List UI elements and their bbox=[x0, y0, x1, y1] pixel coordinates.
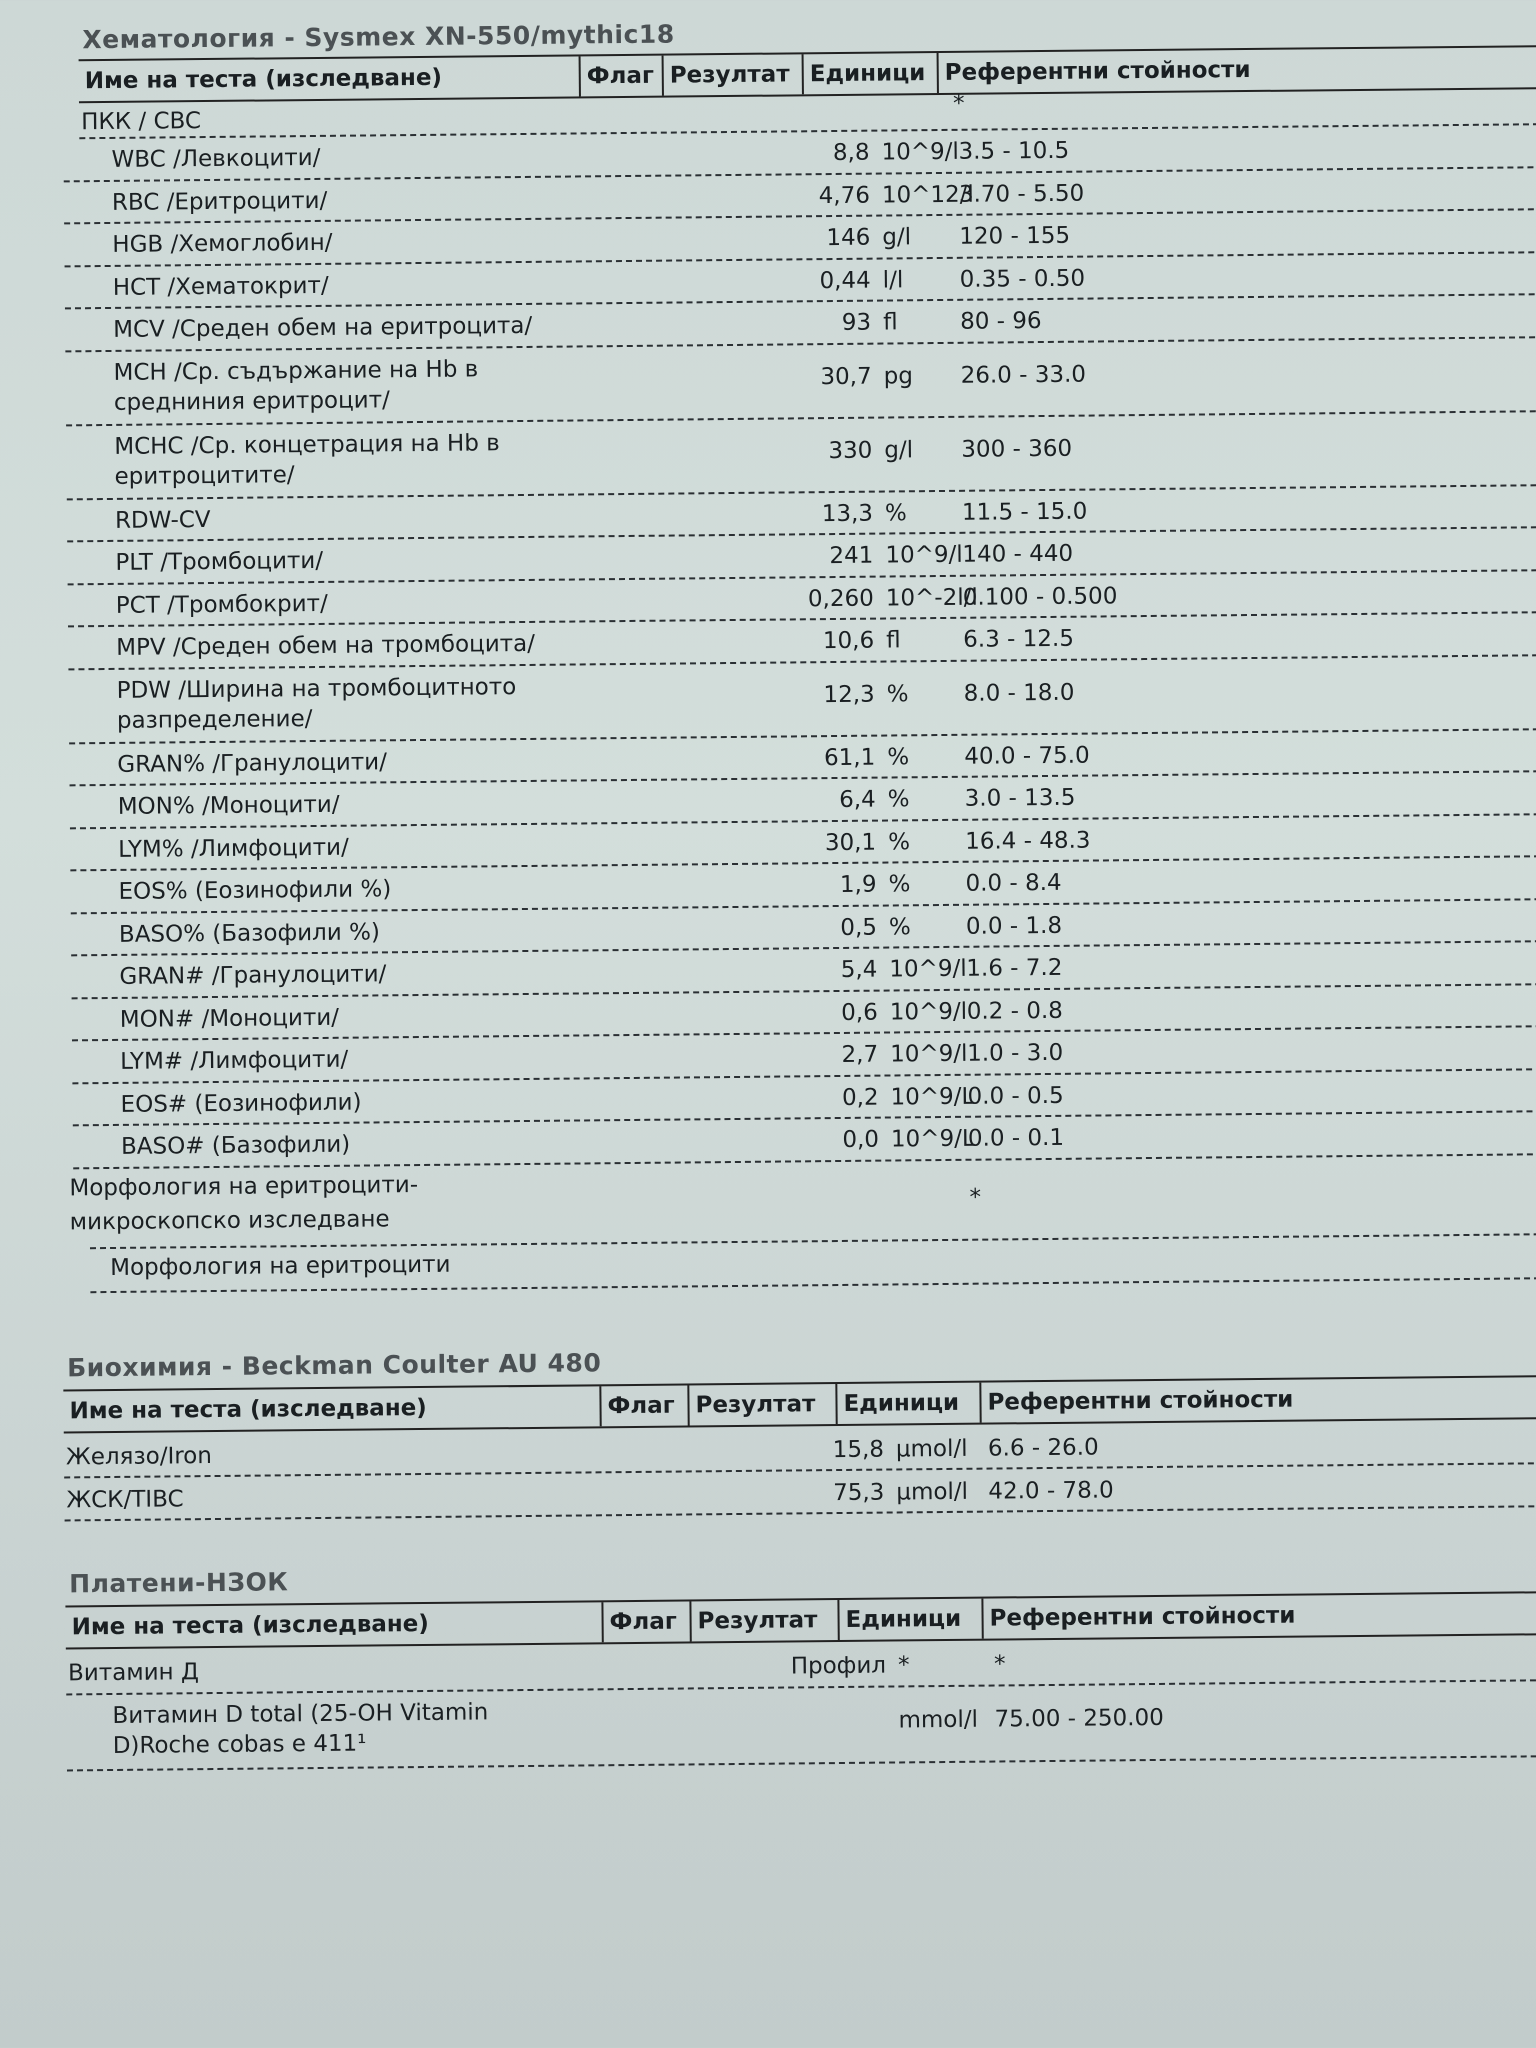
test-reference: 0.35 - 0.50 bbox=[959, 265, 1086, 293]
test-reference: 42.0 - 78.0 bbox=[988, 1477, 1114, 1505]
group-label: ПКК / CBC bbox=[81, 108, 202, 136]
test-reference: * bbox=[993, 1651, 1006, 1678]
test-name: EOS% (Еозинофили %) bbox=[118, 876, 392, 905]
test-unit: 10^9/l bbox=[889, 998, 968, 1026]
test-result: 0,0 bbox=[842, 1126, 880, 1153]
test-reference: 1.0 - 3.0 bbox=[967, 1039, 1064, 1067]
test-unit: fl bbox=[883, 309, 898, 336]
group-ref: * bbox=[952, 90, 965, 117]
header-flag: Флаг bbox=[581, 56, 664, 97]
test-result: 30,1 bbox=[824, 829, 877, 856]
test-result: 330 bbox=[828, 437, 873, 464]
test-result: 5,4 bbox=[840, 956, 878, 983]
test-name: MPV /Среден обем на тромбоцита/ bbox=[116, 630, 536, 661]
test-name: BASO# (Базофили) bbox=[120, 1131, 351, 1160]
test-unit: g/l bbox=[884, 436, 914, 464]
test-name-line2: разпределение/ bbox=[116, 705, 313, 734]
test-result: 0,44 bbox=[819, 267, 871, 294]
test-result: 0,6 bbox=[841, 999, 878, 1026]
test-name: LYM% /Лимфоцити/ bbox=[118, 834, 349, 863]
test-name: BASO% (Базофили %) bbox=[118, 918, 381, 948]
test-reference: 3.0 - 13.5 bbox=[964, 784, 1076, 812]
test-unit: * bbox=[897, 1652, 910, 1679]
test-unit: 10^12/l bbox=[881, 181, 974, 209]
morphology-group-label-line2: микроскопско изследване bbox=[69, 1205, 390, 1235]
test-name: PCT /Тромбокрит/ bbox=[115, 590, 328, 619]
test-unit: 10^9/l bbox=[890, 1040, 968, 1068]
test-name: PDW /Ширина на тромбоцитното bbox=[116, 673, 517, 704]
header-units: Единици bbox=[839, 1599, 983, 1640]
test-result: 12,3 bbox=[823, 681, 875, 708]
test-result: 93 bbox=[841, 309, 872, 336]
test-reference: 140 - 440 bbox=[962, 540, 1074, 568]
test-reference: 0.0 - 0.1 bbox=[967, 1124, 1065, 1152]
header-units: Единици bbox=[804, 53, 939, 94]
test-name: GRAN% /Гранулоцити/ bbox=[117, 748, 388, 778]
table-row bbox=[65, 337, 1536, 426]
test-reference: 3.70 - 5.50 bbox=[958, 180, 1085, 208]
test-unit: mmol/l bbox=[898, 1706, 979, 1734]
header-test-name: Име на теста (изследване) bbox=[63, 1386, 601, 1431]
test-name: MON% /Моноцити/ bbox=[117, 791, 340, 820]
test-name: Витамин D total (25-OH Vitamin bbox=[112, 1699, 489, 1729]
test-name: ЖСК/TIBC bbox=[66, 1486, 184, 1514]
test-unit: g/l bbox=[882, 224, 912, 251]
test-unit: 10^9/l bbox=[881, 138, 959, 166]
morphology-item-label: Морфология на еритроцити bbox=[110, 1251, 451, 1281]
test-unit: % bbox=[887, 786, 910, 813]
test-unit: 10^9/L bbox=[890, 1083, 975, 1111]
test-unit: % bbox=[888, 871, 911, 898]
test-result: 0,2 bbox=[841, 1084, 879, 1111]
test-unit: % bbox=[887, 828, 911, 856]
test-name-line2: D)Roche cobas e 411¹ bbox=[112, 1730, 367, 1759]
header-reference: Референтни стойности bbox=[944, 56, 1251, 86]
test-reference: 40.0 - 75.0 bbox=[964, 742, 1090, 770]
test-name: Желязо/Iron bbox=[65, 1443, 213, 1471]
test-reference: 6.6 - 26.0 bbox=[987, 1434, 1099, 1462]
test-name: HCT /Хематокрит/ bbox=[112, 272, 329, 301]
test-name-line2: средниния еритроцит/ bbox=[113, 386, 390, 416]
test-result: 241 bbox=[829, 542, 874, 570]
test-name: RBC /Еритроцити/ bbox=[111, 187, 328, 216]
hematology-section-title: Хематология - Sysmex XN-550/mythic18 bbox=[82, 19, 675, 55]
test-name: MON# /Моноцити/ bbox=[119, 1004, 340, 1033]
test-result: 1,9 bbox=[839, 871, 877, 898]
test-result: 2,7 bbox=[841, 1041, 879, 1068]
morphology-group-label: Морфология на еритроцити- bbox=[69, 1171, 419, 1201]
table-row bbox=[66, 1680, 1536, 1771]
test-result: 13,3 bbox=[821, 500, 874, 527]
test-unit: µmol/l bbox=[896, 1478, 969, 1506]
test-result: Профил bbox=[790, 1652, 887, 1680]
header-reference: Референтни стойности bbox=[989, 1602, 1296, 1632]
test-unit: pg bbox=[883, 362, 913, 390]
test-reference: 11.5 - 15.0 bbox=[961, 498, 1088, 526]
test-name: GRAN# /Гранулоцити/ bbox=[119, 961, 387, 990]
table-row bbox=[68, 655, 1536, 744]
test-unit: 10^9/L bbox=[890, 1125, 975, 1153]
test-reference: 16.4 - 48.3 bbox=[964, 827, 1091, 855]
header-result: Резултат bbox=[691, 1600, 839, 1641]
test-result: 75,3 bbox=[833, 1479, 885, 1507]
test-result: 6,4 bbox=[839, 786, 876, 813]
test-unit: % bbox=[884, 499, 907, 527]
test-result: 146 bbox=[826, 224, 871, 252]
header-result: Резултат bbox=[664, 54, 804, 95]
test-result: 4,76 bbox=[818, 182, 871, 209]
test-unit: 10^9/l bbox=[885, 541, 963, 569]
test-unit: 10^-2l/l bbox=[885, 584, 978, 612]
biochem-section-title: Биохимия - Beckman Coulter AU 480 bbox=[66, 1348, 602, 1383]
test-reference: 8.0 - 18.0 bbox=[963, 679, 1075, 707]
header-reference: Референтни стойности bbox=[987, 1386, 1294, 1416]
test-reference: 0.0 - 1.8 bbox=[965, 912, 1063, 940]
test-reference: 3.5 - 10.5 bbox=[958, 137, 1070, 165]
test-reference: 0.0 - 8.4 bbox=[965, 869, 1062, 897]
test-name: PLT /Тромбоцити/ bbox=[115, 547, 324, 576]
test-unit: 10^9/l bbox=[889, 955, 967, 983]
morphology-ref: * bbox=[969, 1184, 982, 1211]
header-flag: Флаг bbox=[603, 1601, 691, 1642]
test-name: HGB /Хемоглобин/ bbox=[112, 229, 333, 258]
test-result: 30,7 bbox=[820, 363, 872, 390]
test-name: LYM# /Лимфоцити/ bbox=[120, 1046, 349, 1075]
header-flag: Флаг bbox=[601, 1385, 689, 1426]
test-unit: % bbox=[886, 680, 909, 708]
test-result: 0,5 bbox=[840, 914, 878, 941]
test-result bbox=[716, 1708, 886, 1710]
test-result: 10,6 bbox=[822, 627, 875, 655]
header-test-name: Име на теста (изследване) bbox=[65, 1602, 603, 1647]
test-name: MCV /Среден обем на еритроцита/ bbox=[113, 312, 533, 343]
test-result: 15,8 bbox=[832, 1436, 885, 1464]
test-unit: l/l bbox=[882, 266, 904, 294]
test-reference: 26.0 - 33.0 bbox=[960, 361, 1087, 389]
test-name: Витамин Д bbox=[67, 1659, 200, 1687]
table-row bbox=[66, 411, 1536, 500]
test-name: MCHC /Ср. концетрация на Hb в bbox=[114, 429, 500, 460]
header-result: Резултат bbox=[689, 1384, 837, 1425]
test-name: WBC /Левкоцити/ bbox=[111, 144, 321, 173]
test-reference: 75.00 - 250.00 bbox=[994, 1704, 1164, 1733]
test-unit: % bbox=[887, 743, 910, 771]
test-result: 0,260 bbox=[807, 585, 874, 612]
test-reference: 0.2 - 0.8 bbox=[966, 997, 1063, 1025]
test-name: MCH /Ср. съдържание на Hb в bbox=[113, 355, 479, 386]
test-reference: 300 - 360 bbox=[961, 435, 1073, 463]
test-reference: 120 - 155 bbox=[959, 222, 1071, 250]
test-reference: 0.100 - 0.500 bbox=[962, 582, 1118, 611]
test-unit: fl bbox=[886, 627, 901, 654]
test-name-line2: еритроцитите/ bbox=[114, 461, 295, 490]
test-name: EOS# (Еозинофили) bbox=[120, 1089, 362, 1118]
test-result: 61,1 bbox=[823, 744, 876, 771]
header-units: Единици bbox=[837, 1383, 981, 1424]
test-name: RDW-CV bbox=[114, 506, 211, 534]
test-unit: % bbox=[888, 913, 911, 941]
test-reference: 80 - 96 bbox=[960, 308, 1042, 335]
paid-section-title: Платени-НЗОК bbox=[69, 1567, 289, 1599]
test-unit: µmol/l bbox=[895, 1435, 968, 1463]
morphology-group-row bbox=[69, 1154, 1536, 1249]
test-reference: 1.6 - 7.2 bbox=[966, 954, 1063, 982]
header-test-name: Име на теста (изследване) bbox=[79, 56, 581, 101]
test-reference: 0.0 - 0.5 bbox=[967, 1082, 1064, 1110]
test-result: 8,8 bbox=[832, 139, 870, 167]
test-reference: 6.3 - 12.5 bbox=[963, 625, 1075, 653]
